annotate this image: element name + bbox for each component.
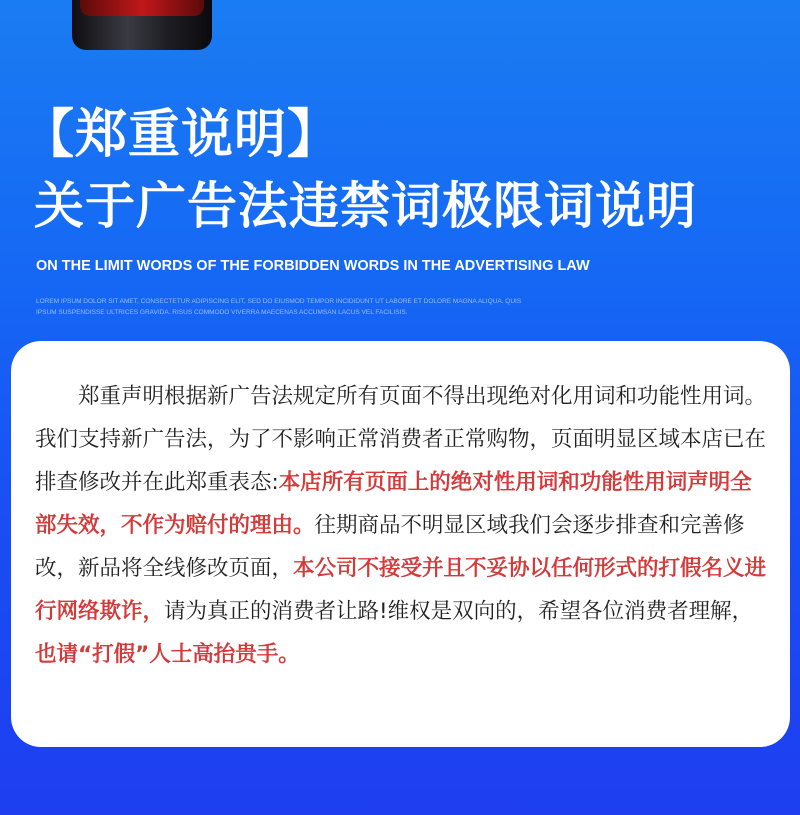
lorem-text: LOREM IPSUM DOLOR SIT AMET, CONSECTETUR ADIPISCING ELIT, SED DO EIUSMOD TEMPOR INCIDIDUNT UT LABORE ET DOLORE MAGNA ALIQUA. QUIS IPSUM SUSPENDISSE ULTRICES GRAVIDA. RISUS COMMODO VIVERRA MAECENAS ACCUMSAN LACUS VEL FACILISIS. — [36, 298, 522, 316]
statement-part-1: 郑重声明根据新广告法规定所有页面不得出现绝对化用词和功能性用词。我们支持新广告法，为了不影响正常消费者正常购物，页面明显区域本店已在排查修改并在此郑重表态: — [35, 384, 767, 495]
highlight-1: 本店所有页面上的绝对性用词和功能性用词声明全部失效，不作为赔付的理由。 — [35, 470, 752, 538]
statement-part-2: 往期商品不明显区域我们会逐步排查和完善修改，新品将全线修改页面， — [35, 513, 745, 581]
page-title: 【郑重说明】 — [22, 105, 341, 165]
highlight-2: 本公司不接受并且不妥协以任何形式的打假名义进行网络欺诈， — [35, 556, 767, 624]
highlight-3: 也请“打假”人士高抬贵手。 — [35, 642, 300, 667]
statement-part-3: 请为真正的消费者让路!维权是双向的，希望各位消费者理解， — [164, 599, 754, 624]
english-subtitle: ON THE LIMIT WORDS OF THE FORBIDDEN WORDS IN THE ADVERTISING LAW — [36, 258, 590, 274]
statement-text — [35, 375, 771, 676]
product-image — [72, 0, 212, 50]
page-subtitle: 关于广告法违禁词极限词说明 — [34, 177, 697, 235]
statement-card — [11, 341, 790, 747]
